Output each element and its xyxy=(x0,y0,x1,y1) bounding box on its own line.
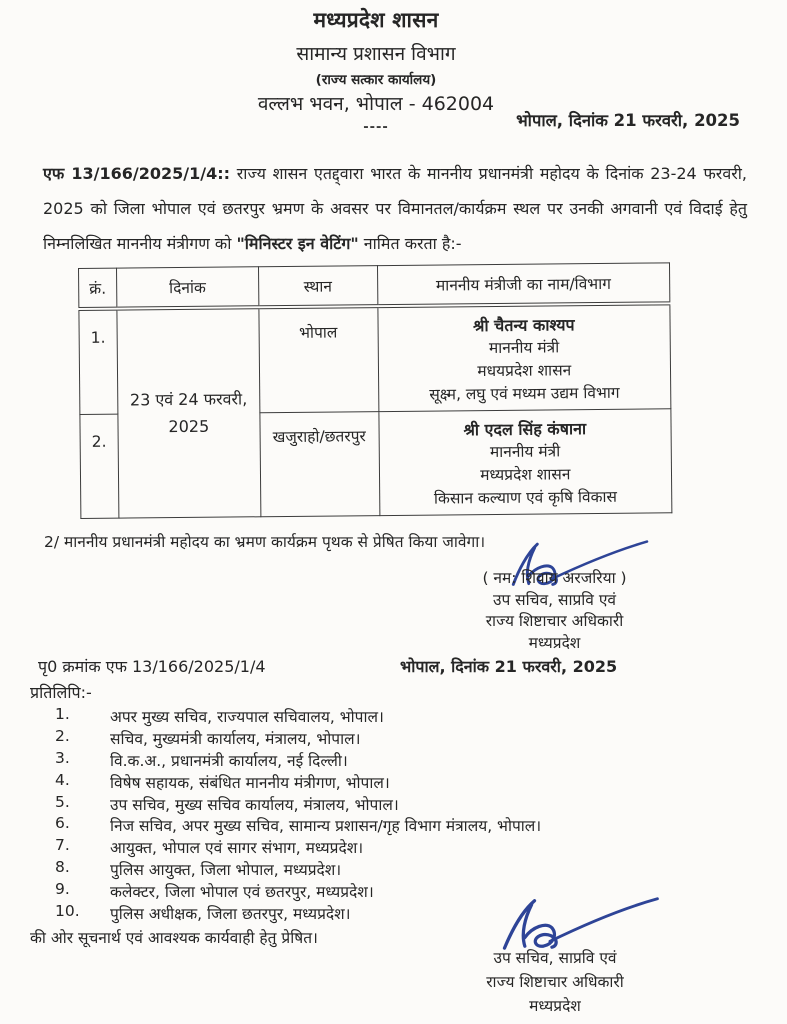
table-header-row xyxy=(79,263,670,309)
endorsement-date: भोपाल, दिनांक 21 फरवरी, 2025 xyxy=(400,657,618,676)
header-date: दिनांक xyxy=(116,267,258,308)
minister-title: माननीय मंत्री xyxy=(489,441,561,461)
serial-cell: 1. xyxy=(79,308,118,414)
item-text: आयुक्त, भोपाल एवं सागर संभाग, मध्यप्रदेश। xyxy=(110,839,364,858)
item-number: 3. xyxy=(55,748,70,767)
signatory-state: मध्यप्रदेश xyxy=(529,997,581,1015)
issue-date-line: भोपाल, दिनांक 21 फरवरी, 2025 xyxy=(516,111,740,130)
minister-cell xyxy=(378,408,671,515)
item-text: उप सचिव, मुख्य सचिव कार्यालय, मंत्रालय, भोपाल। xyxy=(110,795,399,814)
order-paragraph-tail: नामित करता है:- xyxy=(358,234,462,253)
order-paragraph xyxy=(43,156,747,261)
item-number: 6. xyxy=(55,814,70,833)
date-cell xyxy=(117,307,261,518)
signature-ink-2 xyxy=(492,892,667,952)
signatory-designation-1: उप सचिव, साप्रवि एवं xyxy=(492,590,617,609)
minister-name: श्री चैतन्य काश्यप xyxy=(472,314,575,335)
forwarding-note: की ओर सूचनार्थ एवं आवश्यक कार्यवाही हेतु प्रेषित। xyxy=(30,929,318,947)
minister-duty-table xyxy=(78,262,672,518)
list-item xyxy=(55,727,765,749)
minister-in-waiting-phrase: "मिनिस्टर इन वेटिंग" xyxy=(236,234,359,253)
header-serial: क्रं. xyxy=(79,268,117,308)
item-text: पुलिस आयुक्त, जिला भोपाल, मध्यप्रदेश। xyxy=(110,861,342,880)
signatory-designation-2: राज्य शिष्टाचार अधिकारी xyxy=(486,973,624,991)
file-reference-number: एफ 13/166/2025/1/4:: xyxy=(43,164,231,183)
item-number: 2. xyxy=(55,726,70,745)
minister-govt: मधयप्रदेश शासन xyxy=(477,360,572,380)
item-text: वि.क.अ., प्रधानमंत्री कार्यालय, नई दिल्ली। xyxy=(110,751,348,770)
signatory-designation-2: राज्य शिष्टाचार अधिकारी xyxy=(485,612,624,630)
item-number: 10. xyxy=(55,902,80,921)
signatory-block-2 xyxy=(450,946,660,1018)
minister-portfolio: सूक्ष्म, लघु एवं मध्यम उद्यम विभाग xyxy=(429,383,620,404)
endorsement-ref-row xyxy=(0,655,787,677)
list-item xyxy=(55,749,765,771)
list-item xyxy=(55,814,765,836)
endorsement-ref-number: पृ0 क्रमांक एफ 13/166/2025/1/4 xyxy=(38,657,266,676)
header-minister-name: माननीय मंत्रीजी का नाम/विभाग xyxy=(377,263,670,306)
signatory-block-1 xyxy=(452,568,657,654)
copy-to-label: प्रतिलिपि:- xyxy=(30,683,92,702)
list-item xyxy=(55,705,765,727)
minister-portfolio: किसान कल्याण एवं कृषि विकास xyxy=(433,487,618,508)
government-name: मध्यप्रदेश शासन xyxy=(313,8,439,32)
item-text: पुलिस अधीक्षक, जिला छतरपुर, मध्यप्रदेश। xyxy=(110,905,351,924)
date-cell-line1: 23 एवं 24 फरवरी, xyxy=(129,389,248,410)
item-number: 1. xyxy=(55,705,70,723)
item-text: विषेष सहायक, संबंधित माननीय मंत्रीगण, भोपाल। xyxy=(110,773,390,792)
separator-dashes: ---- xyxy=(363,120,389,135)
item-text: अपर मुख्य सचिव, राज्यपाल सचिवालय, भोपाल। xyxy=(110,708,384,726)
item-text: निज सचिव, अपर मुख्य सचिव, सामान्य प्रशासन/गृह विभाग मंत्रालय, भोपाल। xyxy=(110,817,542,836)
signatory-state: मध्यप्रदेश xyxy=(528,633,581,652)
item-number: 9. xyxy=(55,880,70,899)
place-cell: खजुराहो/छतरपुर xyxy=(260,411,380,516)
serial-cell: 2. xyxy=(80,414,119,518)
item-number: 7. xyxy=(55,836,70,855)
table-row xyxy=(79,303,671,414)
header-place: स्थान xyxy=(258,266,377,307)
item-text: सचिव, मुख्यमंत्री कार्यालय, मंत्रालय, भोपाल। xyxy=(110,729,361,748)
signatory-designation-1: उप सचिव, साप्रवि एवं xyxy=(493,949,617,967)
list-item xyxy=(55,793,765,815)
minister-title: माननीय मंत्री xyxy=(488,337,560,357)
minister-govt: मध्यप्रदेश शासन xyxy=(480,464,571,484)
list-item xyxy=(55,836,765,858)
list-item xyxy=(55,858,765,880)
item-text: कलेक्टर, जिला भोपाल एवं छतरपुर, मध्यप्रदेश। xyxy=(110,883,374,902)
signatory-name: ( नम: शिवाय अरजरिया ) xyxy=(482,569,627,587)
programme-note: 2/ माननीय प्रधानमंत्री महोदय का भ्रमण कार्यक्रम पृथक से प्रेषित किया जावेगा। xyxy=(44,533,486,551)
order-paragraph-body: राज्य शासन एतद्द्वारा भारत के माननीय प्रधानमंत्री महोदय के दिनांक 23-24 फरवरी, 2025 को जिला भोपाल एवं छतरपुर भ्रमण के अवसर पर विमानतल/कार्यक्रम स्थल पर उनकी अगवानी एवं विदाई हेतु निम्नलिखित माननीय मंत्रीगण को xyxy=(43,164,747,253)
item-number: 8. xyxy=(55,858,70,877)
department-name: सामान्य प्रशासन विभाग xyxy=(296,43,456,65)
address-line: वल्लभ भवन, भोपाल - 462004 xyxy=(257,93,495,115)
place-cell: भोपाल xyxy=(259,306,379,413)
minister-name: श्री एदल सिंह कंषाना xyxy=(463,418,587,439)
list-item xyxy=(55,771,765,793)
item-number: 4. xyxy=(55,770,70,789)
office-name: (राज्य सत्कार कार्यालय) xyxy=(315,72,437,88)
minister-cell xyxy=(377,303,670,411)
date-cell-line2: 2025 xyxy=(168,416,210,437)
item-number: 5. xyxy=(55,792,70,811)
